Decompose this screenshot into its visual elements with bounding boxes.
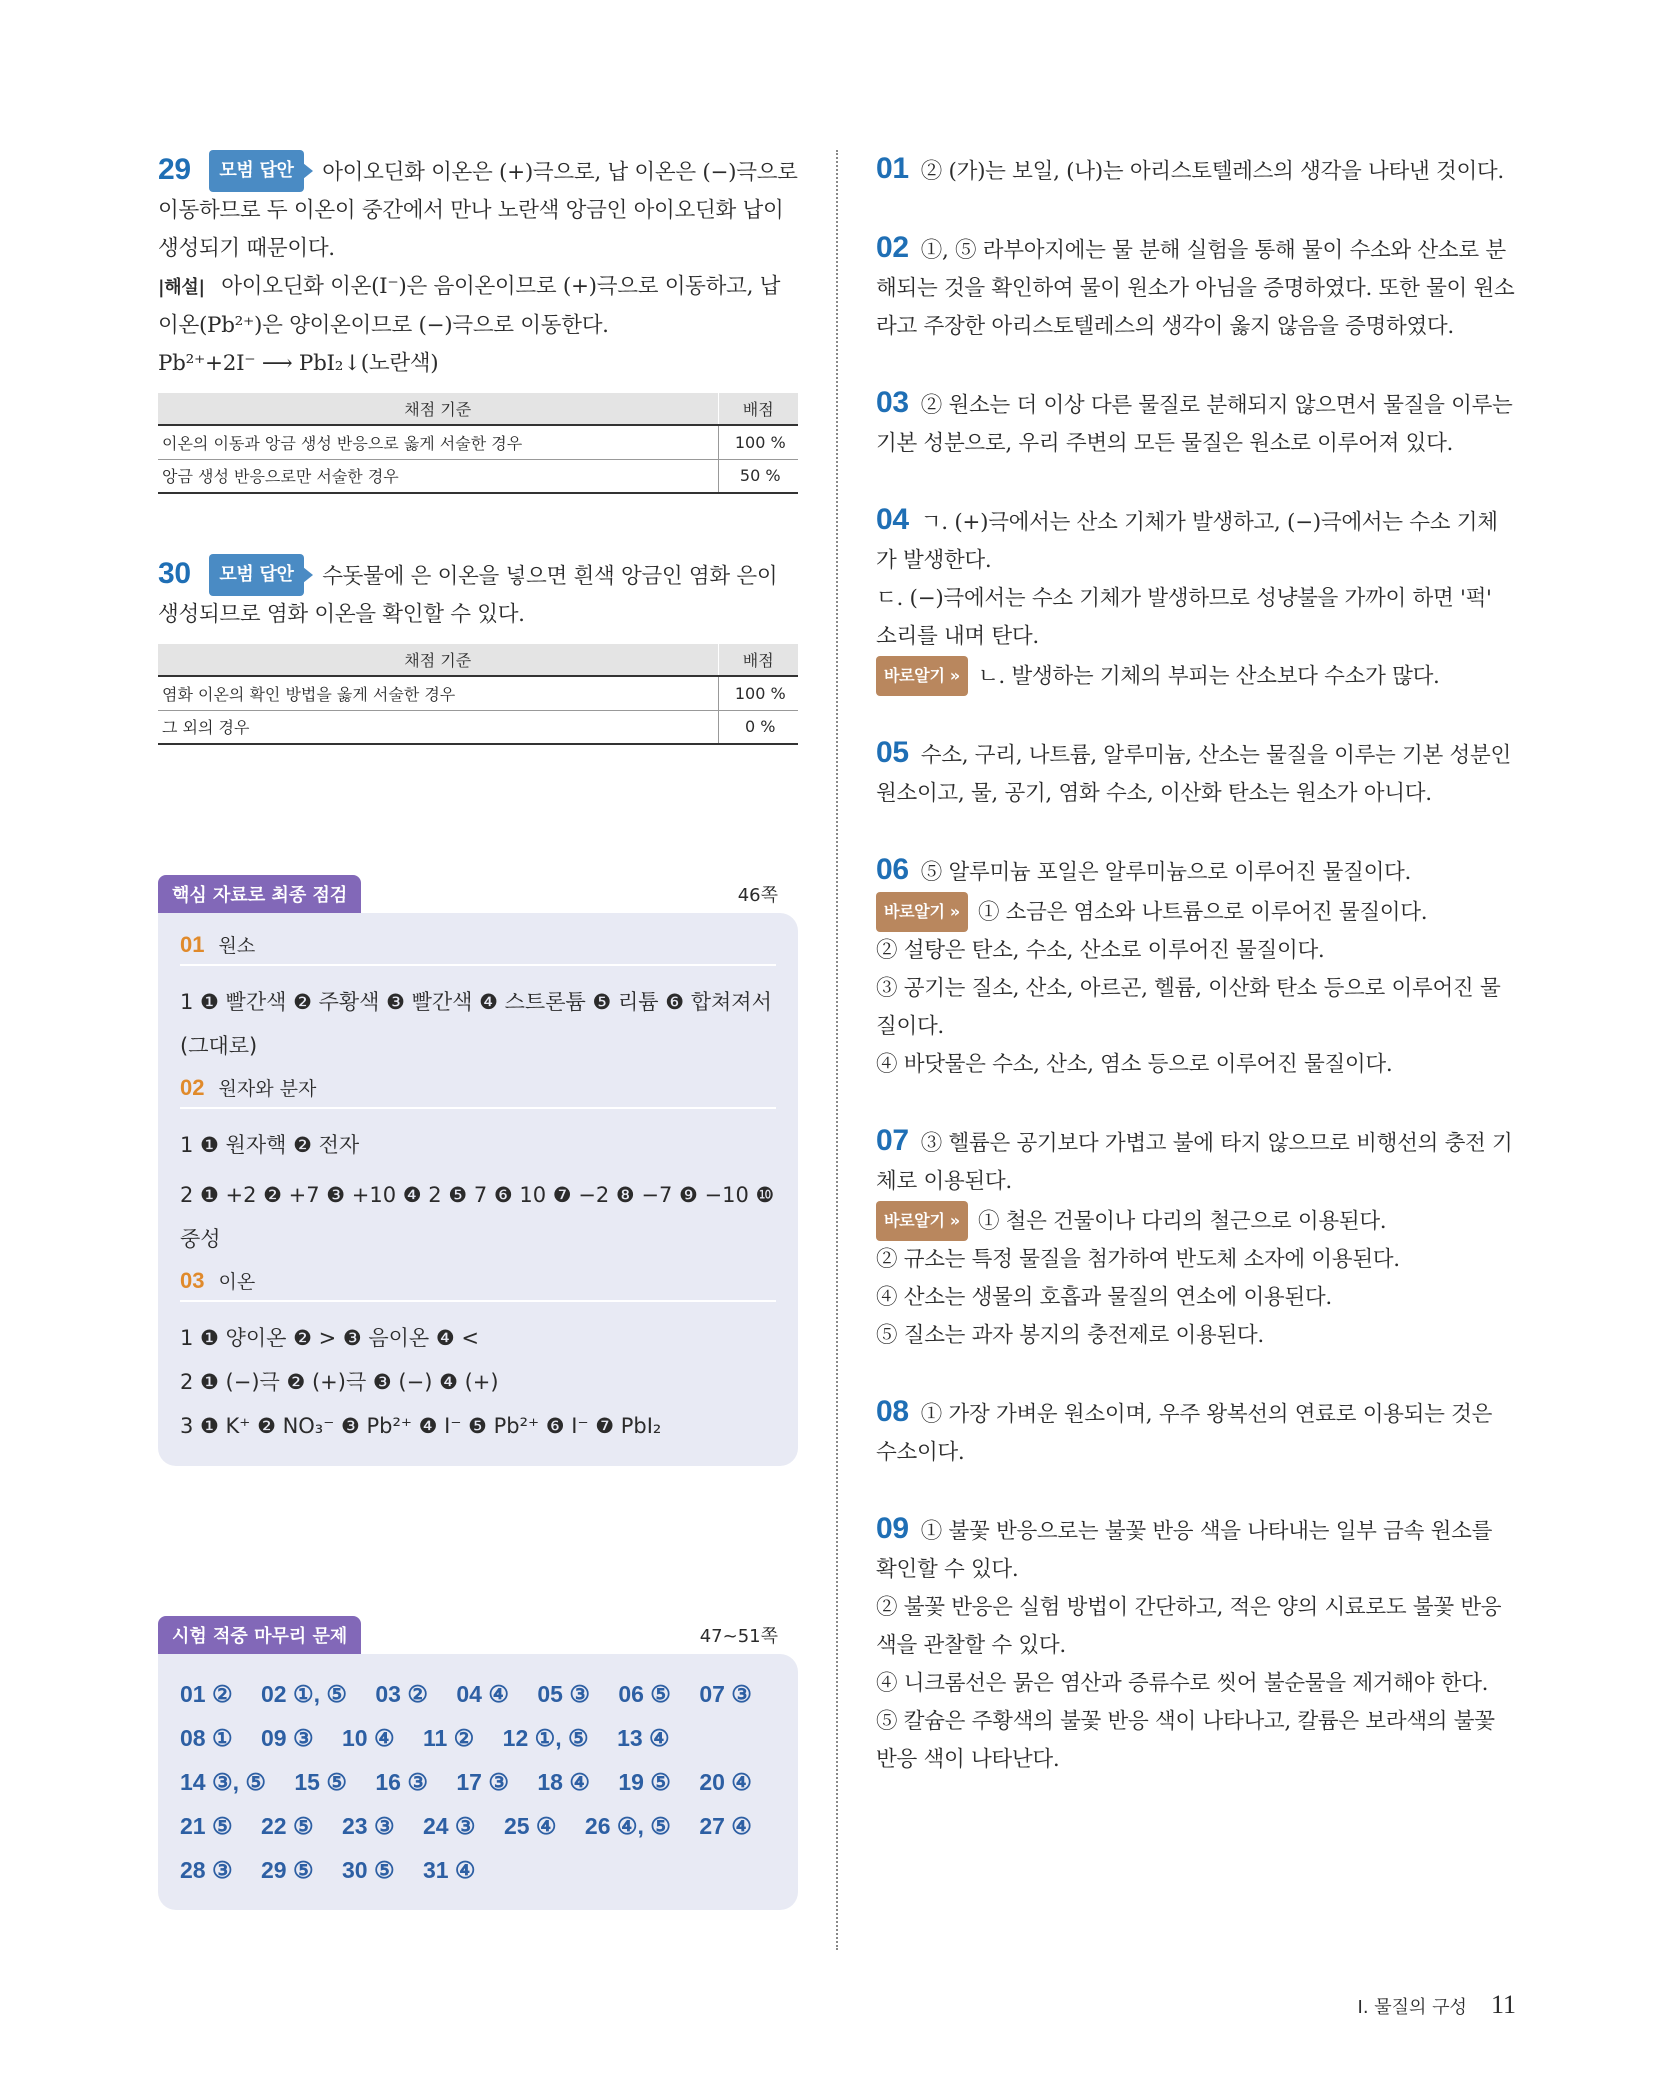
answer-line: 1 ❶ 원자핵 ❷ 전자	[180, 1133, 360, 1157]
quick-answer-item: 20 ④	[699, 1769, 752, 1795]
table-row	[158, 459, 798, 493]
quick-answer-item: 17 ③	[456, 1769, 509, 1795]
model-answer-tag: 모범 답안	[209, 150, 303, 192]
quick-answer-item: 31 ④	[422, 1857, 476, 1883]
answer-line: ② 설탕은 탄소, 수소, 산소로 이루어진 물질이다.	[876, 938, 1325, 963]
question-number: 08	[876, 1395, 909, 1428]
answer-line: ④ 니크롬선은 묽은 염산과 증류수로 씻어 불순물을 제거해야 한다.	[876, 1671, 1489, 1696]
quick-answer-item: 14 ③, ⑤	[180, 1769, 266, 1795]
answer-line: 2 ❶ (−)극 ❷ (+)극 ❸ (−) ❹ (+)	[180, 1370, 499, 1394]
question-30	[158, 554, 798, 745]
quick-answer-item: 23 ③	[341, 1813, 395, 1839]
question-01	[876, 150, 1516, 191]
subsection-title: 원소	[218, 935, 256, 957]
criteria-cell: 이온의 이동과 앙금 생성 반응으로 옳게 서술한 경우	[158, 425, 718, 459]
scoring-table	[158, 393, 798, 494]
exam-label: 시험 적중 마무리 문제	[158, 1616, 361, 1654]
quick-answer-item: 30 ⑤	[341, 1857, 395, 1883]
correction-tag: 바로알기 »	[876, 1201, 968, 1241]
answer-line: 3 ❶ K⁺ ❷ NO₃⁻ ❸ Pb²⁺ ❹ I⁻ ❺ Pb²⁺ ❻ I⁻ ❼ PbI₂	[180, 1414, 662, 1438]
question-number: 07	[876, 1124, 909, 1157]
quick-answer-item: 06 ⑤	[618, 1681, 671, 1707]
table-row	[158, 676, 798, 710]
question-05	[876, 734, 1516, 813]
quick-answer-item: 05 ③	[537, 1681, 590, 1707]
quick-answer-item: 22 ⑤	[260, 1813, 314, 1839]
subsection-number: 03	[180, 1267, 205, 1293]
quick-answer-item: 25 ④	[503, 1813, 557, 1839]
quick-answer-item: 09 ③	[260, 1725, 314, 1751]
question-number: 05	[876, 736, 909, 769]
question-number: 09	[876, 1512, 909, 1545]
quick-answer-item: 02 ①, ⑤	[260, 1681, 347, 1707]
column-divider	[836, 150, 838, 1950]
points-cell: 100 %	[718, 425, 798, 459]
question-number: 03	[876, 386, 909, 419]
question-number: 04	[876, 503, 909, 536]
quick-answer-item: 16 ③	[375, 1769, 428, 1795]
answer-line: ⑤ 질소는 과자 봉지의 충전제로 이용된다.	[876, 1323, 1264, 1348]
question-number: 06	[876, 853, 909, 886]
question-29	[158, 150, 798, 494]
answer-line: 1 ❶ 빨간색 ❷ 주황색 ❸ 빨간색 ❹ 스트론튬 ❺ 리튬 ❻ 합쳐져서(그대로)	[180, 990, 772, 1058]
subsection-number: 01	[180, 931, 205, 957]
correction-text: ㄴ. 발생하는 기체의 부피는 산소보다 수소가 많다.	[977, 664, 1440, 689]
quick-answer-item: 10 ④	[341, 1725, 395, 1751]
question-08	[876, 1393, 1516, 1472]
points-cell: 100 %	[718, 676, 798, 710]
correction-tag: 바로알기 »	[876, 656, 968, 696]
exam-section	[158, 1616, 798, 1910]
question-03	[876, 384, 1516, 463]
answer-line: ⑤ 칼슘은 주황색의 불꽃 반응 색이 나타나고, 칼륨은 보라색의 불꽃 반응 색이 나타난다.	[876, 1709, 1495, 1772]
answer-text: 수돗물에 은 이온을 넣으면 흰색 앙금인 염화 은이 생성되므로 염화 이온을 확인할 수 있다.	[158, 564, 778, 627]
answer-text: ① 불꽃 반응으로는 불꽃 반응 색을 나타내는 일부 금속 원소를 확인할 수 있다.	[876, 1519, 1493, 1582]
page-number: 11	[1490, 1990, 1516, 2019]
equation: Pb²⁺+2I⁻ ⟶ PbI₂↓(노란색)	[158, 351, 439, 376]
left-column	[158, 150, 798, 1910]
answer-line: ④ 바닷물은 수소, 산소, 염소 등으로 이루어진 물질이다.	[876, 1052, 1393, 1077]
criteria-cell: 그 외의 경우	[158, 710, 718, 744]
question-number: 02	[876, 231, 909, 264]
explanation-label: |해설|	[158, 277, 205, 298]
quick-answer-item: 18 ④	[537, 1769, 590, 1795]
answer-line: ② 규소는 특정 물질을 첨가하여 반도체 소자에 이용된다.	[876, 1247, 1400, 1272]
table-row	[158, 425, 798, 459]
section-title: Ⅰ. 물질의 구성	[1357, 1997, 1467, 2018]
scoring-table	[158, 644, 798, 745]
question-number: 30	[158, 557, 191, 590]
quick-answer-item: 29 ⑤	[260, 1857, 314, 1883]
quick-answer-item: 15 ⑤	[294, 1769, 347, 1795]
question-04	[876, 501, 1516, 696]
quick-answer-box	[158, 1654, 798, 1910]
table-header: 채점 기준	[158, 644, 718, 676]
correction-text: ① 소금은 염소와 나트륨으로 이루어진 물질이다.	[977, 900, 1428, 925]
table-row	[158, 710, 798, 744]
subsection-title: 이온	[218, 1271, 256, 1293]
quick-answer-item: 24 ③	[422, 1813, 476, 1839]
quick-answer-item: 19 ⑤	[618, 1769, 671, 1795]
correction-text: ① 철은 건물이나 다리의 철근으로 이용된다.	[977, 1209, 1387, 1234]
quick-answer-item: 04 ④	[456, 1681, 509, 1707]
question-number: 29	[158, 153, 191, 186]
question-02	[876, 229, 1516, 346]
page-footer	[1358, 1990, 1516, 2020]
quick-answer-item: 01 ②	[180, 1681, 233, 1707]
quick-answer-item: 27 ④	[699, 1813, 752, 1839]
quick-answer-item: 07 ③	[699, 1681, 752, 1707]
quick-answer-item: 26 ④, ⑤	[584, 1813, 671, 1839]
question-07	[876, 1122, 1516, 1355]
table-header: 채점 기준	[158, 393, 718, 425]
quick-answer-item: 03 ②	[375, 1681, 428, 1707]
quick-answer-item: 12 ①, ⑤	[502, 1725, 589, 1751]
review-box	[158, 913, 798, 1466]
answer-line: ④ 산소는 생물의 호흡과 물질의 연소에 이용된다.	[876, 1285, 1332, 1310]
criteria-cell: 앙금 생성 반응으로만 서술한 경우	[158, 459, 718, 493]
answer-line: 1 ❶ 양이온 ❷ > ❸ 음이온 ❹ <	[180, 1326, 479, 1350]
review-label: 핵심 자료로 최종 점검	[158, 875, 361, 913]
answer-text: 수소, 구리, 나트륨, 알루미늄, 산소는 물질을 이루는 기본 성분인 원소이고, 물, 공기, 염화 수소, 이산화 탄소는 원소가 아니다.	[876, 743, 1511, 806]
answer-text: ② 원소는 더 이상 다른 물질로 분해되지 않으면서 물질을 이루는 기본 성분으로, 우리 주변의 모든 물질은 원소로 이루어져 있다.	[876, 393, 1513, 456]
quick-answer-item: 21 ⑤	[180, 1813, 233, 1839]
quick-answer-item: 11 ②	[422, 1725, 475, 1751]
answer-text: 아이오딘화 이온은 (+)극으로, 납 이온은 (−)극으로 이동하므로 두 이온이 중간에서 만나 노란색 앙금인 아이오딘화 납이 생성되기 때문이다.	[158, 160, 798, 261]
answer-text: ③ 헬륨은 공기보다 가볍고 불에 타지 않으므로 비행선의 충전 기체로 이용된다.	[876, 1131, 1513, 1194]
question-06	[876, 851, 1516, 1084]
answer-text: ⑤ 알루미늄 포일은 알루미늄으로 이루어진 물질이다.	[920, 860, 1412, 885]
quick-answer-item: 08 ①	[180, 1725, 233, 1751]
subsection-title: 원자와 분자	[218, 1078, 317, 1100]
answer-text: ①, ⑤ 라부아지에는 물 분해 실험을 통해 물이 수소와 산소로 분해되는 것을 확인하여 물이 원소가 아님을 증명하였다. 또한 물이 원소라고 주장한 아리스토텔레스의 생각이 옳지 않음을 증명하였다.	[876, 238, 1515, 339]
model-answer-tag: 모범 답안	[209, 554, 303, 596]
explanation-text: 아이오딘화 이온(I⁻)은 음이온이므로 (+)극으로 이동하고, 납 이온(Pb²⁺)은 양이온이므로 (−)극으로 이동한다.	[158, 274, 781, 338]
answer-line: ③ 공기는 질소, 산소, 아르곤, 헬륨, 이산화 탄소 등으로 이루어진 물질이다.	[876, 976, 1501, 1039]
subsection-number: 02	[180, 1074, 205, 1100]
quick-answer-item: 28 ③	[180, 1857, 233, 1883]
criteria-cell: 염화 이온의 확인 방법을 옳게 서술한 경우	[158, 676, 718, 710]
answer-text: ㄱ. (+)극에서는 산소 기체가 발생하고, (−)극에서는 수소 기체가 발생한다.	[876, 510, 1498, 573]
table-header: 배점	[718, 644, 798, 676]
table-header: 배점	[718, 393, 798, 425]
points-cell: 50 %	[718, 459, 798, 493]
points-cell: 0 %	[718, 710, 798, 744]
answer-text: ② (가)는 보일, (나)는 아리스토텔레스의 생각을 나타낸 것이다.	[920, 159, 1504, 184]
question-09	[876, 1510, 1516, 1779]
correction-tag: 바로알기 »	[876, 892, 968, 932]
answer-text: ㄷ. (−)극에서는 수소 기체가 발생하므로 성냥불을 가까이 하면 '퍽' 소리를 내며 탄다.	[876, 586, 1492, 649]
answer-line: ② 불꽃 반응은 실험 방법이 간단하고, 적은 양의 시료로도 불꽃 반응 색을 관찰할 수 있다.	[876, 1595, 1502, 1658]
question-number: 01	[876, 152, 909, 185]
quick-answer-item: 13 ④	[617, 1725, 670, 1751]
review-page: 46쪽	[737, 885, 778, 906]
review-section	[158, 875, 798, 1466]
right-column	[876, 150, 1516, 1779]
answer-line: 2 ❶ +2 ❷ +7 ❸ +10 ❹ 2 ❺ 7 ❻ 10 ❼ −2 ❽ −7 ❾ −10 ❿ 중성	[180, 1183, 775, 1251]
answer-text: ① 가장 가벼운 원소이며, 우주 왕복선의 연료로 이용되는 것은 수소이다.	[876, 1402, 1493, 1465]
exam-page: 47~51쪽	[699, 1626, 778, 1647]
